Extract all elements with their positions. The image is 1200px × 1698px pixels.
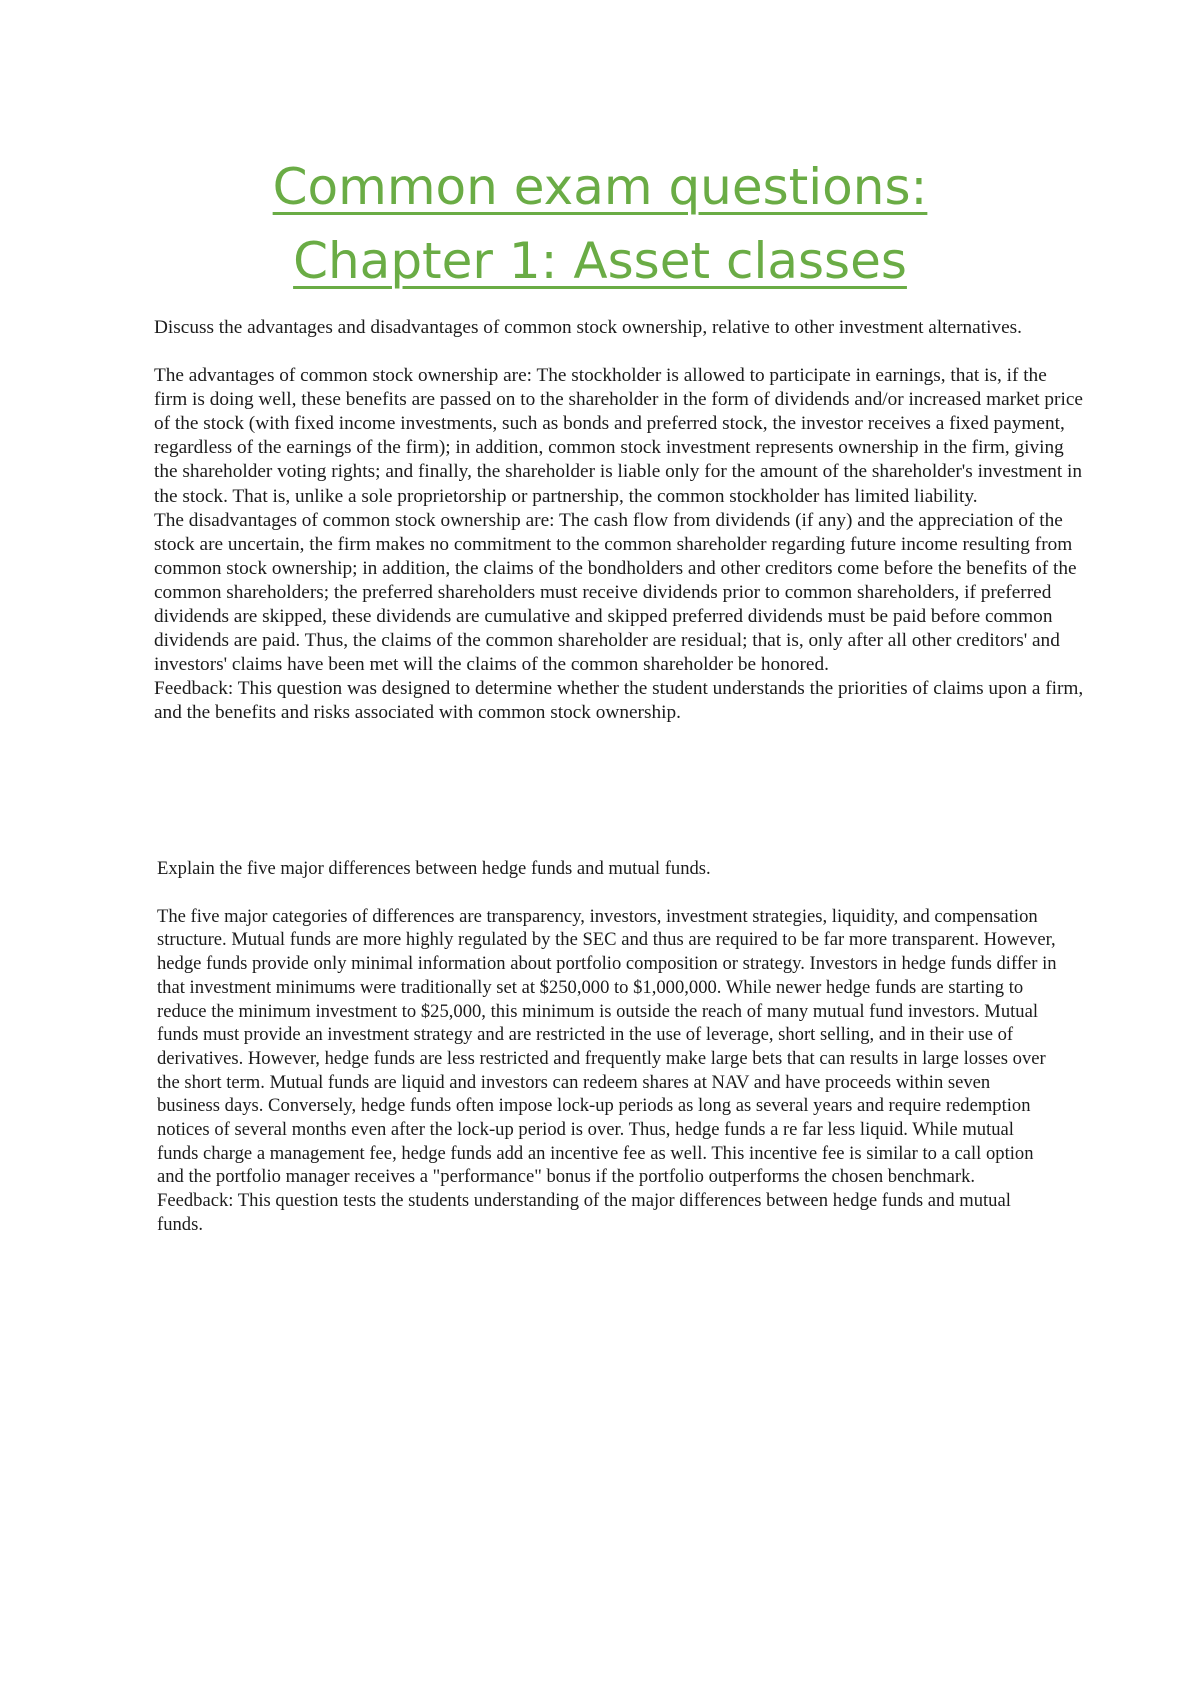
section-common-stock	[154, 316, 1084, 726]
section-hedge-funds	[157, 857, 1057, 1237]
title-line-2: Chapter 1: Asset classes	[293, 232, 907, 290]
question-text: Discuss the advantages and disadvantages of common stock ownership, relative to other investment alternatives.	[154, 317, 1022, 338]
advantages-paragraph: The advantages of common stock ownership are: The stockholder is allowed to participate in earnings, that is, if the firm is doing well, these benefits are passed on to the shareholder in the form of dividends and/or increased market price of the stock (with fixed income investments, such as bonds and preferred stock, the investor receives a fixed payment, regardless of the earnings of the firm); in addition, common stock investment represents ownership in the firm, giving the shareholder voting rights; and finally, the shareholder is liable only for the amount of the shareholder's investment in the stock. That is, unlike a sole proprietorship or partnership, the common stockholder has limited liability.	[154, 365, 1083, 507]
feedback-paragraph: Feedback: This question tests the students understanding of the major differences between hedge funds and mutual funds.	[157, 1190, 1011, 1235]
title-line-1: Common exam questions:	[272, 158, 928, 216]
answer-paragraph: The five major categories of differences are transparency, investors, investment strategies, liquidity, and compensation structure. Mutual funds are more highly regulated by the SEC and thus are required to be far more transparent. However, hedge funds provide only minimal information about portfolio composition or strategy. Investors in hedge funds differ in that investment minimums were traditionally set at $250,000 to $1,000,000. While newer hedge funds are starting to reduce the minimum investment to $25,000, this minimum is outside the reach of many mutual fund investors. Mutual funds must provide an investment strategy and are restricted in the use of leverage, short selling, and in their use of derivatives. However, hedge funds are less restricted and frequently make large bets that can results in large losses over the short term. Mutual funds are liquid and investors can redeem shares at NAV and have proceeds within seven business days. Conversely, hedge funds often impose lock-up periods as long as several years and require redemption notices of several months even after the lock-up period is over. Thus, hedge funds a re far less liquid. While mutual funds charge a management fee, hedge funds add an incentive fee as well. This incentive fee is similar to a call option and the portfolio manager receives a "performance" bonus if the portfolio outperforms the chosen benchmark.	[157, 905, 1057, 1188]
feedback-paragraph: Feedback: This question was designed to determine whether the student understands the priorities of claims upon a firm, and the benefits and risks associated with common stock ownership.	[154, 678, 1084, 724]
disadvantages-paragraph: The disadvantages of common stock ownership are: The cash flow from dividends (if any) and the appreciation of the stock are uncertain, the firm makes no commitment to the common shareholder regarding future income resulting from common stock ownership; in addition, the claims of the bondholders and other creditors come before the benefits of the common shareholders; the preferred shareholders must receive dividends prior to common shareholders, if preferred dividends are skipped, these dividends are cumulative and skipped preferred dividends must be paid before common dividends are paid. Thus, the claims of the common shareholder are residual; that is, only after all other creditors' and investors' claims have been met will the claims of the common shareholder be honored.	[154, 509, 1077, 676]
question-text: Explain the five major differences between hedge funds and mutual funds.	[157, 858, 711, 879]
document-title	[0, 150, 1200, 298]
